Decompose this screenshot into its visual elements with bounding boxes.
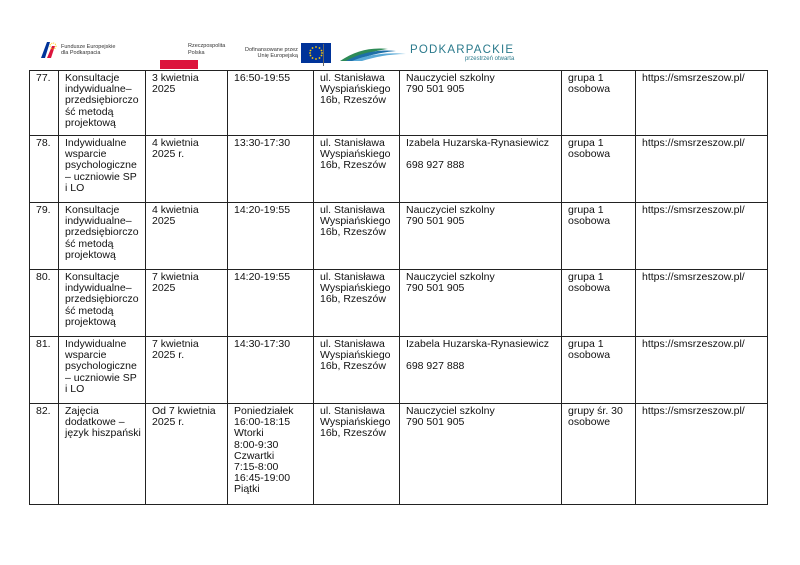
- group-size: grupa 1 osobowa: [568, 137, 611, 161]
- activity-name-cell: [59, 270, 146, 337]
- activity-time-cell: [228, 71, 314, 136]
- table-row: [30, 404, 768, 505]
- activity-address: ul. Stanisława Wyspiańskiego 16b, Rzeszów: [320, 137, 391, 172]
- activity-time: 13:30-17:30: [234, 137, 291, 149]
- eu-flag-icon: [301, 43, 331, 63]
- rp-line2: Polska: [188, 49, 205, 56]
- website-link[interactable]: https://smsrzeszow.pl/: [642, 137, 745, 149]
- activity-address-cell: [314, 337, 400, 404]
- row-number: 78.: [36, 137, 51, 149]
- website-cell: [636, 136, 768, 203]
- row-number-cell: [30, 337, 59, 404]
- activity-time-cell: [228, 337, 314, 404]
- activity-name: Konsultacje indywidualne– przedsiębiorczo ść metodą projektową: [65, 204, 139, 261]
- row-number: 80.: [36, 271, 51, 283]
- row-number-cell: [30, 203, 59, 270]
- contact-name: Izabela Huzarska-Rynasiewicz: [406, 338, 549, 350]
- contact-cell: [400, 270, 562, 337]
- group-size: grupa 1 osobowa: [568, 204, 611, 228]
- activity-address: ul. Stanisława Wyspiańskiego 16b, Rzeszów: [320, 338, 391, 373]
- eu-cofunding-logo: [245, 43, 331, 63]
- activity-time: Poniedziałek 16:00-18:15 Wtorki 8:00-9:30 Czwartki 7:15-8:00 16:45-19:00 Piątki: [234, 405, 294, 496]
- table-row: [30, 203, 768, 270]
- eu-funds-logo: [41, 42, 115, 58]
- activity-date-cell: [146, 337, 228, 404]
- activity-name: Konsultacje indywidualne– przedsiębiorczo ść metodą projektową: [65, 271, 139, 328]
- activity-time: 14:30-17:30: [234, 338, 291, 350]
- activity-address-cell: [314, 203, 400, 270]
- contact-name: Nauczyciel szkolny: [406, 271, 495, 283]
- activity-time: 14:20-19:55: [234, 204, 291, 216]
- activity-address-cell: [314, 404, 400, 505]
- activity-date-cell: [146, 136, 228, 203]
- activity-name-cell: [59, 136, 146, 203]
- row-number-cell: [30, 270, 59, 337]
- activity-address: ul. Stanisława Wyspiańskiego 16b, Rzeszów: [320, 204, 391, 239]
- website-cell: [636, 270, 768, 337]
- group-size: grupa 1 osobowa: [568, 271, 611, 295]
- logo-divider: [323, 44, 324, 66]
- group-size-cell: [562, 71, 636, 136]
- contact-name: Nauczyciel szkolny: [406, 204, 495, 216]
- eu-funds-line2: dla Podkarpacia: [61, 50, 101, 56]
- activity-address-cell: [314, 71, 400, 136]
- rp-logo: [160, 43, 226, 69]
- group-size: grupa 1 osobowa: [568, 338, 611, 362]
- contact-phone: 698 927 888: [406, 360, 465, 373]
- contact-phone: 790 501 905: [406, 416, 465, 429]
- group-size-cell: [562, 203, 636, 270]
- schedule-table: [29, 70, 768, 505]
- eu-cofunding-line2: Unię Europejską: [257, 53, 298, 59]
- website-link[interactable]: https://smsrzeszow.pl/: [642, 72, 745, 84]
- activity-address-cell: [314, 270, 400, 337]
- contact-name: Nauczyciel szkolny: [406, 72, 495, 84]
- contact-phone: 790 501 905: [406, 215, 465, 228]
- group-size-cell: [562, 270, 636, 337]
- contact-cell: [400, 404, 562, 505]
- contact-name: Izabela Huzarska-Rynasiewicz: [406, 137, 549, 149]
- activity-address-cell: [314, 136, 400, 203]
- group-size-cell: [562, 136, 636, 203]
- activity-address: ul. Stanisława Wyspiańskiego 16b, Rzeszów: [320, 72, 391, 107]
- website-link[interactable]: https://smsrzeszow.pl/: [642, 271, 745, 283]
- activity-time-cell: [228, 270, 314, 337]
- eu-funds-line1: Fundusze Europejskie: [61, 43, 116, 50]
- activity-date-cell: [146, 404, 228, 505]
- activity-name: Zajęcia dodatkowe – język hiszpański: [65, 405, 141, 440]
- website-cell: [636, 337, 768, 404]
- activity-date: Od 7 kwietnia 2025 r.: [152, 405, 216, 429]
- website-cell: [636, 71, 768, 136]
- row-number: 79.: [36, 204, 51, 216]
- activity-name: Konsultacje indywidualne– przedsiębiorczo ść metodą projektową: [65, 72, 139, 129]
- activity-time-cell: [228, 404, 314, 505]
- row-number: 82.: [36, 405, 51, 417]
- activity-time-cell: [228, 136, 314, 203]
- activity-time: 16:50-19:55: [234, 72, 291, 84]
- activity-name: Indywidualne wsparcie psychologiczne – uczniowie SP i LO: [65, 137, 137, 194]
- row-number: 81.: [36, 338, 51, 350]
- activity-address: ul. Stanisława Wyspiańskiego 16b, Rzeszów: [320, 405, 391, 440]
- group-size: grupa 1 osobowa: [568, 72, 611, 96]
- activity-date: 7 kwietnia 2025 r.: [152, 338, 199, 362]
- website-link[interactable]: https://smsrzeszow.pl/: [642, 405, 745, 417]
- activity-name-cell: [59, 71, 146, 136]
- group-size-cell: [562, 404, 636, 505]
- contact-cell: [400, 71, 562, 136]
- activity-address: ul. Stanisława Wyspiańskiego 16b, Rzeszów: [320, 271, 391, 306]
- contact-cell: [400, 203, 562, 270]
- row-number-cell: [30, 136, 59, 203]
- podkarpackie-name: PODKARPACKIE: [410, 43, 515, 56]
- contact-name: Nauczyciel szkolny: [406, 405, 495, 417]
- activity-date-cell: [146, 203, 228, 270]
- contact-cell: [400, 337, 562, 404]
- website-cell: [636, 404, 768, 505]
- website-link[interactable]: https://smsrzeszow.pl/: [642, 204, 745, 216]
- schedule-rows: [30, 71, 768, 505]
- activity-date-cell: [146, 270, 228, 337]
- row-number-cell: [30, 71, 59, 136]
- activity-date: 3 kwietnia 2025: [152, 72, 199, 96]
- podkarpackie-logo: [340, 43, 514, 63]
- podkarpackie-tagline: przestrzeń otwarta: [464, 55, 515, 62]
- activity-time-cell: [228, 203, 314, 270]
- group-size: grupy śr. 30 osobowe: [568, 405, 623, 429]
- table-row: [30, 136, 768, 203]
- logo-bar: [0, 0, 800, 72]
- activity-date: 7 kwietnia 2025: [152, 271, 199, 295]
- group-size-cell: [562, 337, 636, 404]
- activity-date: 4 kwietnia 2025: [152, 204, 199, 228]
- contact-cell: [400, 136, 562, 203]
- eu-funds-icon: [41, 42, 57, 58]
- activity-time: 14:20-19:55: [234, 271, 291, 283]
- activity-date: 4 kwietnia 2025 r.: [152, 137, 199, 161]
- contact-phone: 698 927 888: [406, 159, 465, 172]
- activity-name-cell: [59, 203, 146, 270]
- activity-name-cell: [59, 404, 146, 505]
- contact-phone: 790 501 905: [406, 83, 465, 96]
- row-number: 77.: [36, 72, 51, 84]
- table-row: [30, 71, 768, 136]
- rp-line1: Rzeczpospolita: [188, 43, 226, 49]
- eu-cofunding-line1: Dofinansowane przez: [245, 46, 298, 53]
- activity-date-cell: [146, 71, 228, 136]
- website-cell: [636, 203, 768, 270]
- table-row: [30, 270, 768, 337]
- website-link[interactable]: https://smsrzeszow.pl/: [642, 338, 745, 350]
- table-row: [30, 337, 768, 404]
- activity-name-cell: [59, 337, 146, 404]
- podkarpackie-mountains-icon: [340, 43, 408, 63]
- contact-phone: 790 501 905: [406, 282, 465, 295]
- row-number-cell: [30, 404, 59, 505]
- activity-name: Indywidualne wsparcie psychologiczne – uczniowie SP i LO: [65, 338, 137, 395]
